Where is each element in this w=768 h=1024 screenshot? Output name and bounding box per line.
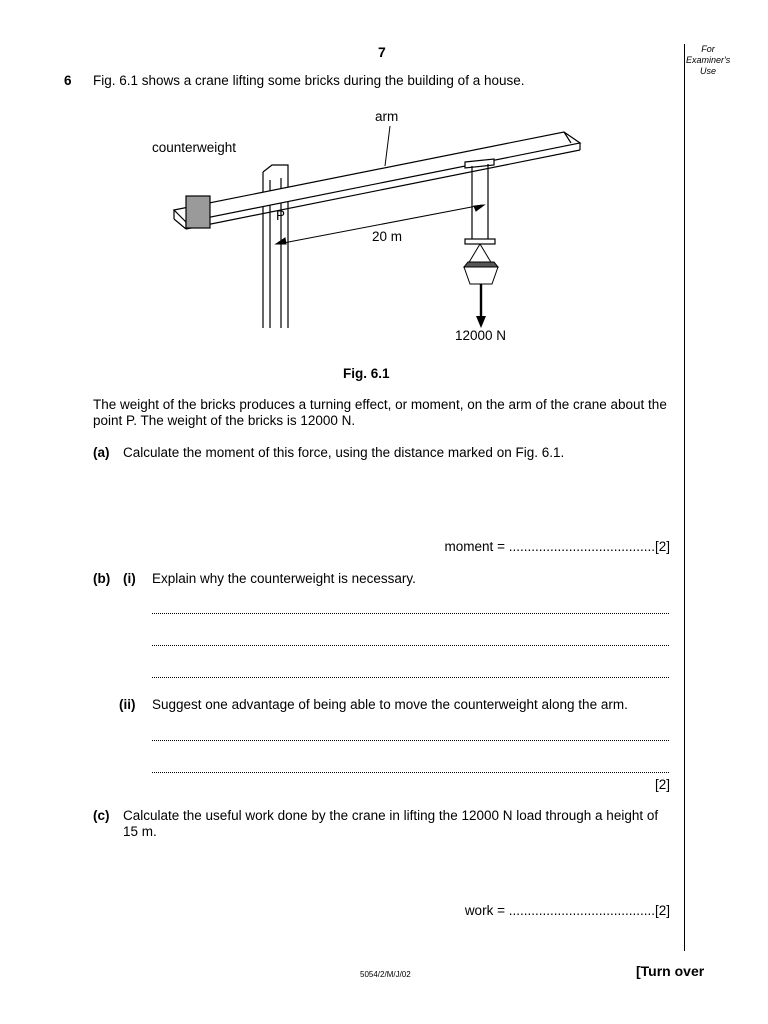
brick-basket: [464, 244, 498, 284]
question-stem: The weight of the bricks produces a turning effect, or moment, on the arm of the crane about the point P. The weight of the bricks is 12000 N.: [93, 397, 667, 428]
figure-caption: Fig. 6.1: [343, 366, 390, 381]
weight-arrow: [476, 284, 486, 328]
question-number: 6: [64, 73, 72, 88]
answer-line[interactable]: [152, 771, 669, 773]
answer-line[interactable]: [152, 612, 669, 614]
part-b-marks: [2]: [654, 777, 670, 792]
crane-figure: [0, 0, 768, 360]
part-a-label: (a): [93, 445, 110, 460]
part-b-label: (b): [93, 571, 111, 586]
load-label: 12000 N: [455, 328, 507, 343]
question-intro: Fig. 6.1 shows a crane lifting some bricks during the building of a house.: [93, 73, 525, 88]
moment-answer-line[interactable]: moment = .......................................[2]: [444, 539, 670, 554]
part-b-ii-label: (ii): [119, 697, 136, 712]
answer-line[interactable]: [152, 644, 669, 646]
answer-line[interactable]: [152, 739, 669, 741]
answer-line[interactable]: [152, 676, 669, 678]
part-c-label: (c): [93, 808, 110, 823]
counterweight-label: counterweight: [152, 140, 237, 155]
pivot-label: P: [276, 208, 286, 223]
turn-over-label: [Turn over: [636, 963, 705, 979]
work-answer-line[interactable]: work = .......................................[2]: [464, 903, 670, 918]
arm-label: arm: [375, 109, 399, 124]
part-b-i-label: (i): [123, 571, 136, 586]
part-b-ii-text: Suggest one advantage of being able to move the counterweight along the arm.: [152, 697, 628, 712]
part-c-text: Calculate the useful work done by the crane in lifting the 12000 N load through a height of 15 m.: [123, 808, 659, 839]
arm-leader-line: [385, 126, 390, 166]
counterweight-block: [186, 196, 210, 228]
paper-code: 5054/2/M/J/02: [360, 970, 411, 979]
examiner-use-label: For Examiner's Use: [686, 44, 731, 76]
part-a-text: Calculate the moment of this force, using the distance marked on Fig. 6.1.: [123, 445, 565, 460]
distance-label: 20 m: [372, 229, 403, 244]
part-b-i-text: Explain why the counterweight is necessary.: [152, 571, 416, 586]
page-number: 7: [378, 44, 386, 60]
